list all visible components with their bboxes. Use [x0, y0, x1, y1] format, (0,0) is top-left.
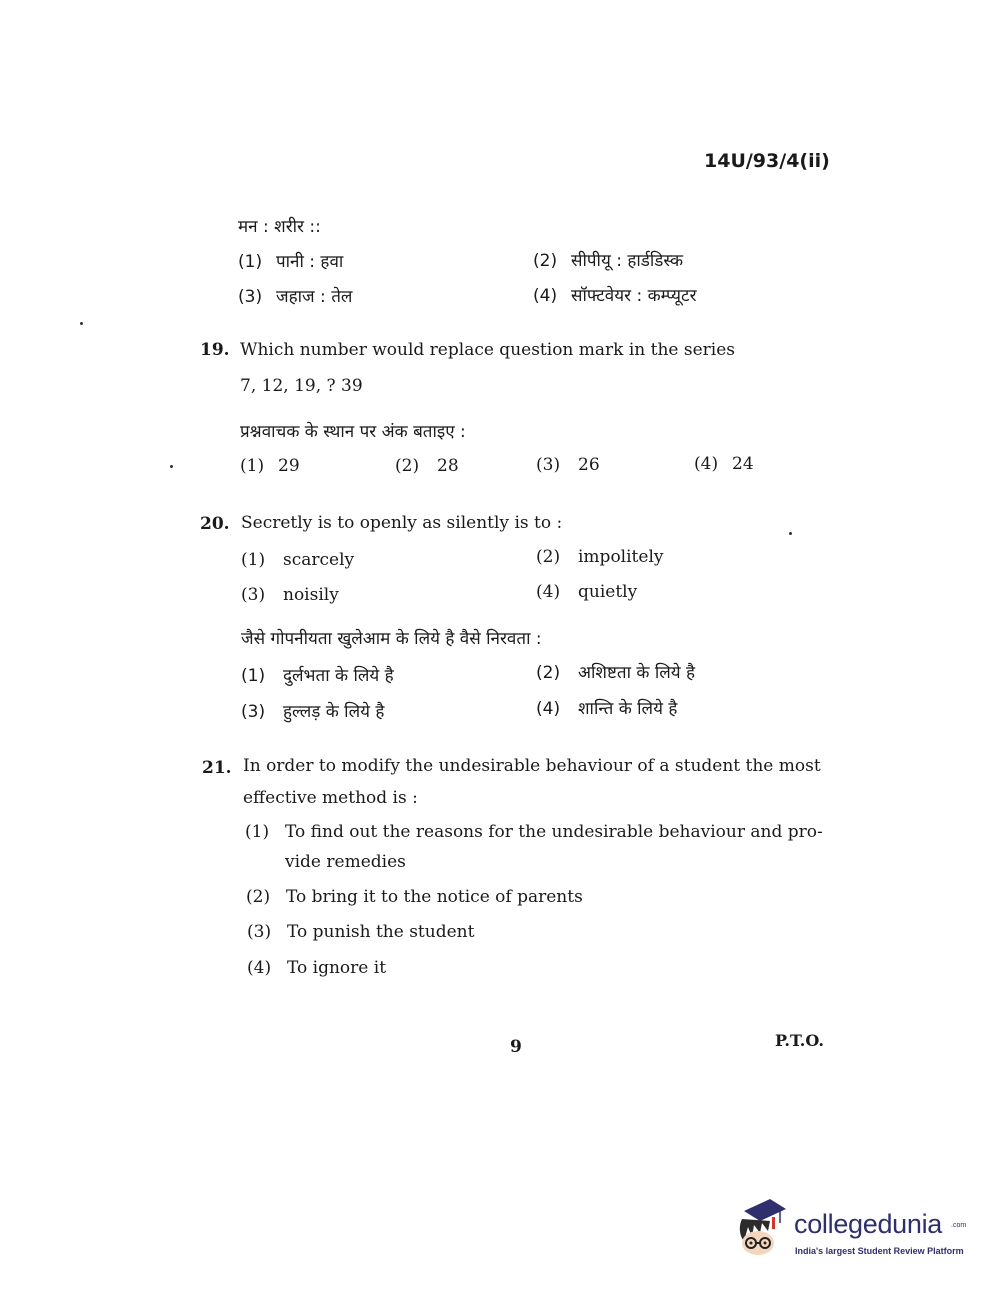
- option-number: (1): [245, 822, 270, 842]
- option-text: To punish the student: [287, 922, 475, 942]
- q18-stem: मन : शरीर ::: [238, 217, 321, 237]
- option-number: (3): [247, 922, 272, 942]
- q18-option-4: [533, 283, 697, 306]
- option-text: दुर्लभता के लिये है: [283, 666, 394, 686]
- option-text: शान्ति के लिये है: [578, 699, 678, 719]
- q18-option-2: [533, 248, 683, 271]
- scan-speck: [80, 322, 83, 325]
- option-text: पानी : हवा: [276, 252, 344, 272]
- option-number: (2): [536, 547, 561, 567]
- paper-code: 14U/93/4(ii): [704, 150, 830, 172]
- q19-option-2: [395, 456, 459, 476]
- option-text: To bring it to the notice of parents: [286, 887, 583, 907]
- option-text: 26: [578, 455, 600, 475]
- option-number: (4): [533, 286, 558, 306]
- q20-option-3: [241, 585, 339, 605]
- option-text: 29: [278, 456, 300, 476]
- q19-option-4: [694, 454, 754, 474]
- option-text: अशिष्टता के लिये है: [578, 663, 696, 683]
- option-number: (2): [533, 251, 558, 271]
- q20-number: 20.: [200, 514, 230, 534]
- option-number: (1): [241, 666, 266, 686]
- q21-question-line1: In order to modify the undesirable behaviour of a student the most: [243, 756, 821, 776]
- option-text: सीपीयू : हार्डडिस्क: [571, 251, 684, 271]
- option-number: (2): [536, 663, 561, 683]
- option-number: (3): [536, 455, 561, 475]
- q21-option-4: [247, 958, 386, 978]
- scan-speck: [789, 532, 792, 535]
- collegedunia-suffix: .com: [951, 1222, 967, 1229]
- option-text: 24: [732, 454, 754, 474]
- q21-option-1-line2: vide remedies: [285, 852, 406, 872]
- option-text: quietly: [578, 582, 638, 602]
- q19-question: Which number would replace question mark in the series: [240, 340, 736, 360]
- option-number: (1): [238, 252, 263, 272]
- q20-hindi-option-1: [241, 663, 394, 686]
- q18-option-3: [238, 284, 352, 307]
- option-number: (1): [241, 550, 266, 570]
- pto-label: P.T.O.: [775, 1031, 824, 1050]
- q20-hindi-option-3: [241, 699, 384, 722]
- option-text: scarcely: [283, 550, 355, 570]
- option-number: (3): [241, 585, 266, 605]
- option-text: To find out the reasons for the undesirable behaviour and pro-: [285, 822, 823, 842]
- q20-hindi-option-2: [536, 660, 695, 683]
- scan-speck: [170, 465, 173, 468]
- q20-question: Secretly is to openly as silently is to :: [241, 513, 563, 533]
- option-number: (3): [238, 287, 263, 307]
- option-number: (3): [241, 702, 266, 722]
- option-number: (4): [536, 582, 561, 602]
- q19-option-1: [240, 456, 300, 476]
- option-number: (1): [240, 456, 265, 476]
- q19-hindi: प्रश्नवाचक के स्थान पर अंक बताइए :: [240, 422, 466, 442]
- q21-option-3: [247, 922, 474, 942]
- option-text: 28: [437, 456, 459, 476]
- collegedunia-mascot-icon: [736, 1197, 786, 1257]
- collegedunia-tagline: India's largest Student Review Platform: [795, 1246, 964, 1256]
- q19-series: 7, 12, 19, ? 39: [240, 376, 363, 396]
- q20-option-2: [536, 547, 663, 567]
- page-number: 9: [510, 1037, 522, 1057]
- q21-option-1: [245, 822, 823, 842]
- option-text: हुल्लड़ के लिये है: [283, 702, 385, 722]
- option-text: सॉफ्टवेयर : कम्प्यूटर: [571, 286, 697, 306]
- option-number: (2): [246, 887, 271, 907]
- option-text: जहाज : तेल: [276, 287, 353, 307]
- option-text: impolitely: [578, 547, 664, 567]
- q19-option-3: [536, 455, 600, 475]
- q20-hindi: जैसे गोपनीयता खुलेआम के लिये है वैसे निरवता :: [241, 629, 542, 649]
- option-number: (4): [694, 454, 719, 474]
- option-number: (4): [247, 958, 272, 978]
- q18-option-1: [238, 249, 343, 272]
- option-text: To ignore it: [287, 958, 387, 978]
- q20-hindi-option-4: [536, 696, 677, 719]
- option-text: noisily: [283, 585, 339, 605]
- q20-option-1: [241, 550, 354, 570]
- q20-option-4: [536, 582, 637, 602]
- q21-question-line2: effective method is :: [243, 788, 418, 808]
- option-number: (4): [536, 699, 561, 719]
- q19-number: 19.: [200, 340, 230, 360]
- option-number: (2): [395, 456, 420, 476]
- q21-number: 21.: [202, 758, 232, 778]
- collegedunia-wordmark: collegedunia: [794, 1209, 943, 1239]
- q21-option-2: [246, 887, 583, 907]
